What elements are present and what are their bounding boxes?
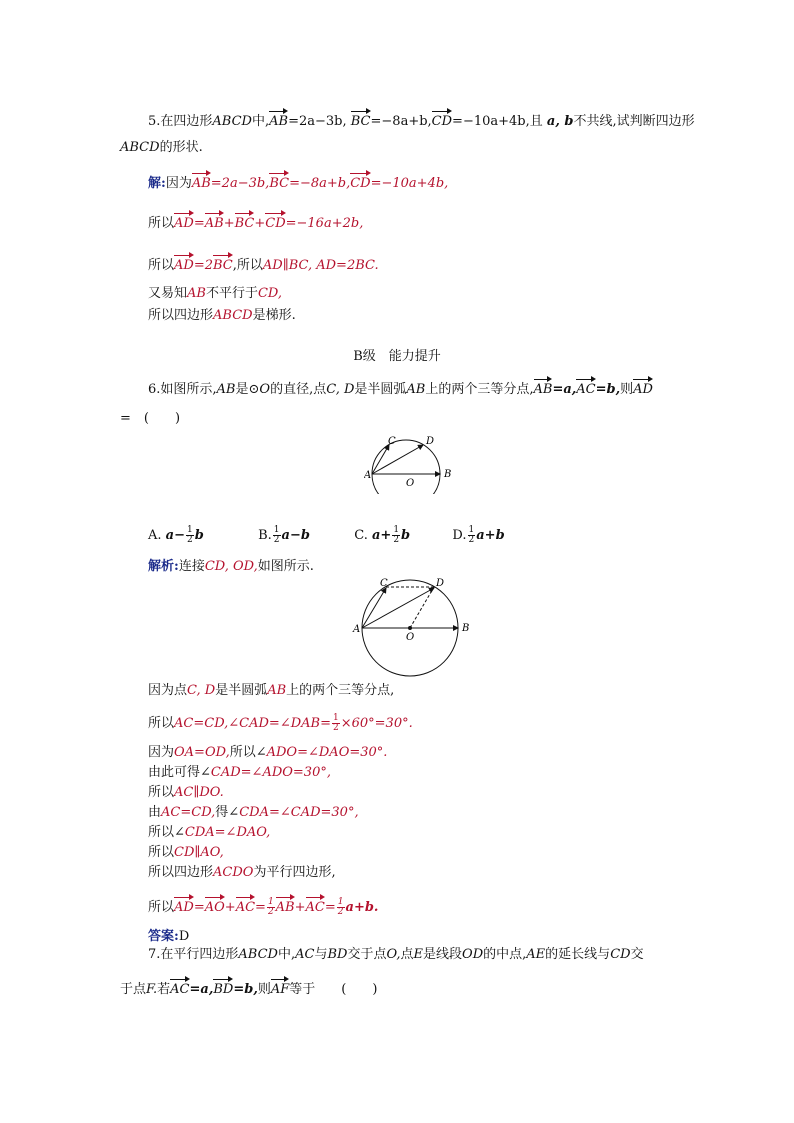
fig1-vector-ad [372,445,423,474]
figure-2 [352,576,476,680]
s6-line2: 因为点C, D是半圆弧AB上的两个三等分点, [148,683,395,698]
s6-line9: 所以CD∥AO, [148,845,224,860]
fig1-label-c: C [388,436,396,447]
s6-line7: 由AC=CD,得∠CDA=∠CAD=30°, [148,805,359,820]
fig2-vector-ad [362,588,434,628]
fig2-center-dot [408,626,412,630]
fig2-label-o: O [406,632,415,643]
option-d[interactable]: D. $\frac{1}{2}$ a+b [452,525,505,545]
fig2-label-a: A [353,624,361,635]
s5-line1: 解:因为AB=2a−3b,BC=−8a+b,CD=−10a+4b, [148,172,448,193]
s5-line5: 所以四边形ABCD是梯形. [148,308,296,323]
q7-line2: 于点F.若AC=a,BD=b,则AF等于 ( ) [120,978,377,999]
s6-line3: 所以AC=CD,∠CAD=∠DAB= $\frac{1}{2}$ ×60°=30°. [148,713,413,733]
q6-line1: 6.如图所示,AB是⊙O的直径,点C, D是半圆弧AB上的两个三等分点,AB=a,AC=b,则AD [148,378,653,399]
fig2-segment-od [410,587,434,628]
fig2-vector-ac [362,588,386,628]
q7-line1: 7.在平行四边形ABCD中,AC与BD交于点O,点E是线段OD的中点,AE的延长线与CD交 [148,947,644,962]
q5-line1: 5.在四边形ABCD中,AB=2a−3b, BC=−8a+b,CD=−10a+4b,且 a, b不共线,试判断四边形 [148,110,695,131]
fig2-label-b: B [462,623,470,634]
fig1-label-a: A [364,470,372,481]
s6-line11: 所以AD=AO+AC= $\frac{1}{2}$ AB+AC= $\frac{1}{2}$ a+b. [148,897,379,917]
fig2-label-d: D [436,578,445,589]
q5-line2: ABCD的形状. [120,140,203,155]
fig1-label-d: D [426,436,435,447]
q6-line2: = ( ) [120,411,181,426]
s5-line2: 所以AD=AB+BC+CD=−16a+2b, [148,212,363,233]
s6-line8: 所以∠CDA=∠DAO, [148,825,271,840]
s6-line1: 解析:连接CD, OD,如图所示. [148,559,314,574]
s6-line6: 所以AC∥DO. [148,785,224,800]
s5-line4: 又易知AB不平行于CD, [148,286,283,301]
s6-line5: 由此可得∠CAD=∠ADO=30°, [148,765,331,780]
q6-options [148,526,505,545]
option-c[interactable]: C. a+ $\frac{1}{2}$ b [354,525,411,545]
s5-line3: 所以AD=2BC,所以AD∥BC, AD=2BC. [148,254,379,275]
s6-answer: 答案:D [148,929,190,944]
fig1-label-o: O [406,478,415,489]
fig1-label-b: B [444,469,452,480]
fig2-label-c: C [380,578,388,589]
figure-1 [364,434,464,494]
section-title: B级 能力提升 [353,349,441,364]
option-a[interactable]: A. a− $\frac{1}{2}$ b [148,525,204,545]
s6-line10: 所以四边形ACDO为平行四边形, [148,865,336,880]
s6-line4: 因为OA=OD,所以∠ADO=∠DAO=30°. [148,745,388,760]
option-b[interactable]: B. $\frac{1}{2}$ a−b [258,525,310,545]
